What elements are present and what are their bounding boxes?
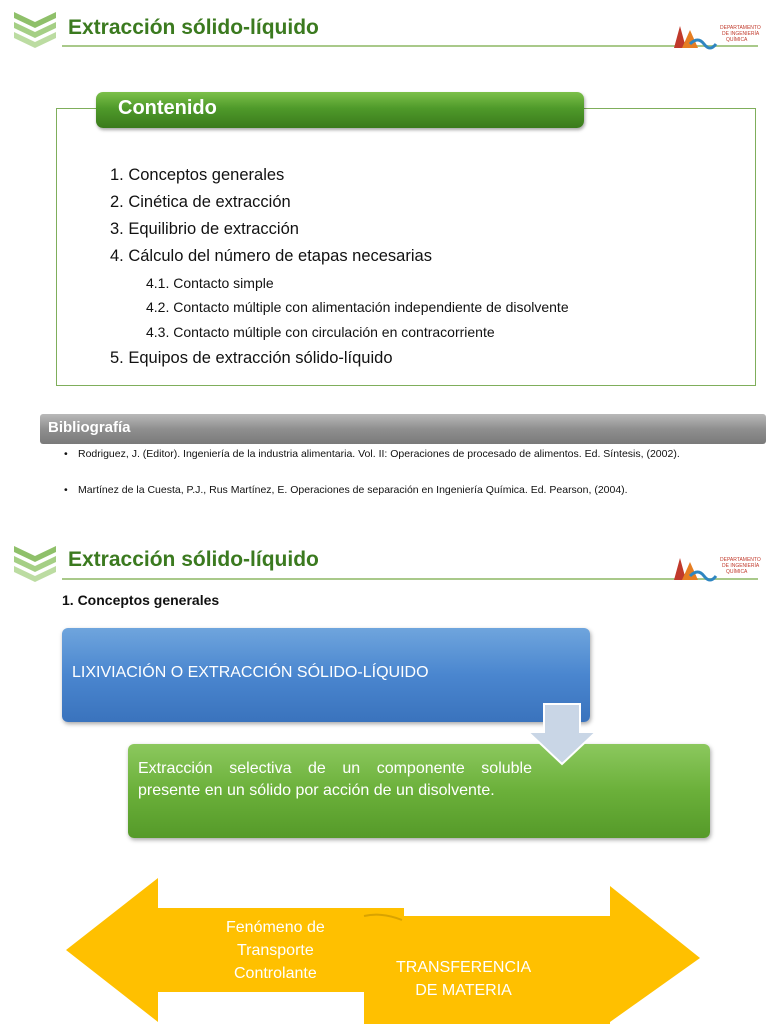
toc-item: 3. Equilibrio de extracción: [110, 220, 299, 238]
section-heading: 1. Conceptos generales: [62, 592, 220, 608]
header-divider: [62, 578, 758, 580]
toc-item: 2. Cinética de extracción: [110, 193, 291, 211]
chevron-leaf-logo-icon: [12, 8, 58, 48]
toc-subitem: 4.2. Contacto múltiple con alimentación independiente de disolvente: [146, 299, 569, 315]
slide-concepts: [0, 536, 768, 1024]
dept-text-line1: DEPARTAMENTO: [720, 557, 761, 563]
arrow-right-line: TRANSFERENCIA: [396, 959, 532, 976]
arrow-left-label: [226, 916, 325, 985]
department-logo-icon: [672, 20, 761, 52]
bullet-icon: •: [64, 484, 68, 496]
ref-text: Rodriguez, J. (Editor). Ingeniería de la industria alimentaria. Vol. II: Operaciones de procesado de alimentos. Ed. Síntesis, (2002).: [78, 448, 680, 460]
dept-text-line3: QUÍMICA: [726, 569, 748, 575]
slide-title: Extracción sólido-líquido: [68, 548, 319, 571]
arrow-right-line: DE MATERIA: [415, 982, 512, 999]
bibliography-label: Bibliografía: [48, 419, 131, 436]
arrow-left-line: Fenómeno de: [226, 919, 325, 936]
dept-text-line1: DEPARTAMENTO: [720, 25, 761, 31]
arrow-right-label: [396, 956, 531, 1002]
arrow-left-line: Controlante: [234, 965, 317, 982]
toc-item: 4. Cálculo del número de etapas necesarias: [110, 247, 432, 265]
bibliography-ref: [64, 447, 760, 461]
double-arrow-graphic: [64, 876, 704, 1024]
dept-text-line2: DE INGENIERÍA: [722, 31, 760, 37]
slide-title: Extracción sólido-líquido: [68, 16, 319, 39]
ref-text: Martínez de la Cuesta, P.J., Rus Martínez, E. Operaciones de separación en Ingeniería Química. Ed. Pearson, (2004).: [78, 484, 628, 496]
department-logo-icon: [672, 552, 761, 584]
arrow-left-line: Transporte: [236, 942, 314, 959]
definition-text: Extracción selectiva de un componente soluble presente en un sólido por acción de un disolvente.: [138, 760, 532, 799]
header-divider: [62, 45, 758, 47]
definition-title-box: [62, 628, 590, 722]
bibliography-ref: [64, 483, 760, 497]
contents-tab-label: Contenido: [118, 97, 217, 119]
contents-tab: [96, 92, 584, 128]
definition-box: [128, 744, 710, 838]
down-arrow-icon: [526, 702, 598, 766]
dept-text-line3: QUÍMICA: [726, 37, 748, 43]
toc-item: 1. Conceptos generales: [110, 166, 285, 184]
toc-item: 5. Equipos de extracción sólido-líquido: [110, 349, 393, 367]
dept-text-line2: DE INGENIERÍA: [722, 563, 760, 569]
toc-subitem: 4.3. Contacto múltiple con circulación en contracorriente: [146, 324, 495, 340]
chevron-leaf-logo-icon: [12, 542, 58, 582]
bullet-icon: •: [64, 448, 68, 460]
definition-title: LIXIVIACIÓN O EXTRACCIÓN SÓLIDO-LÍQUIDO: [72, 664, 429, 681]
toc-subitem: 4.1. Contacto simple: [146, 275, 274, 291]
bibliography-bar: [40, 414, 766, 444]
